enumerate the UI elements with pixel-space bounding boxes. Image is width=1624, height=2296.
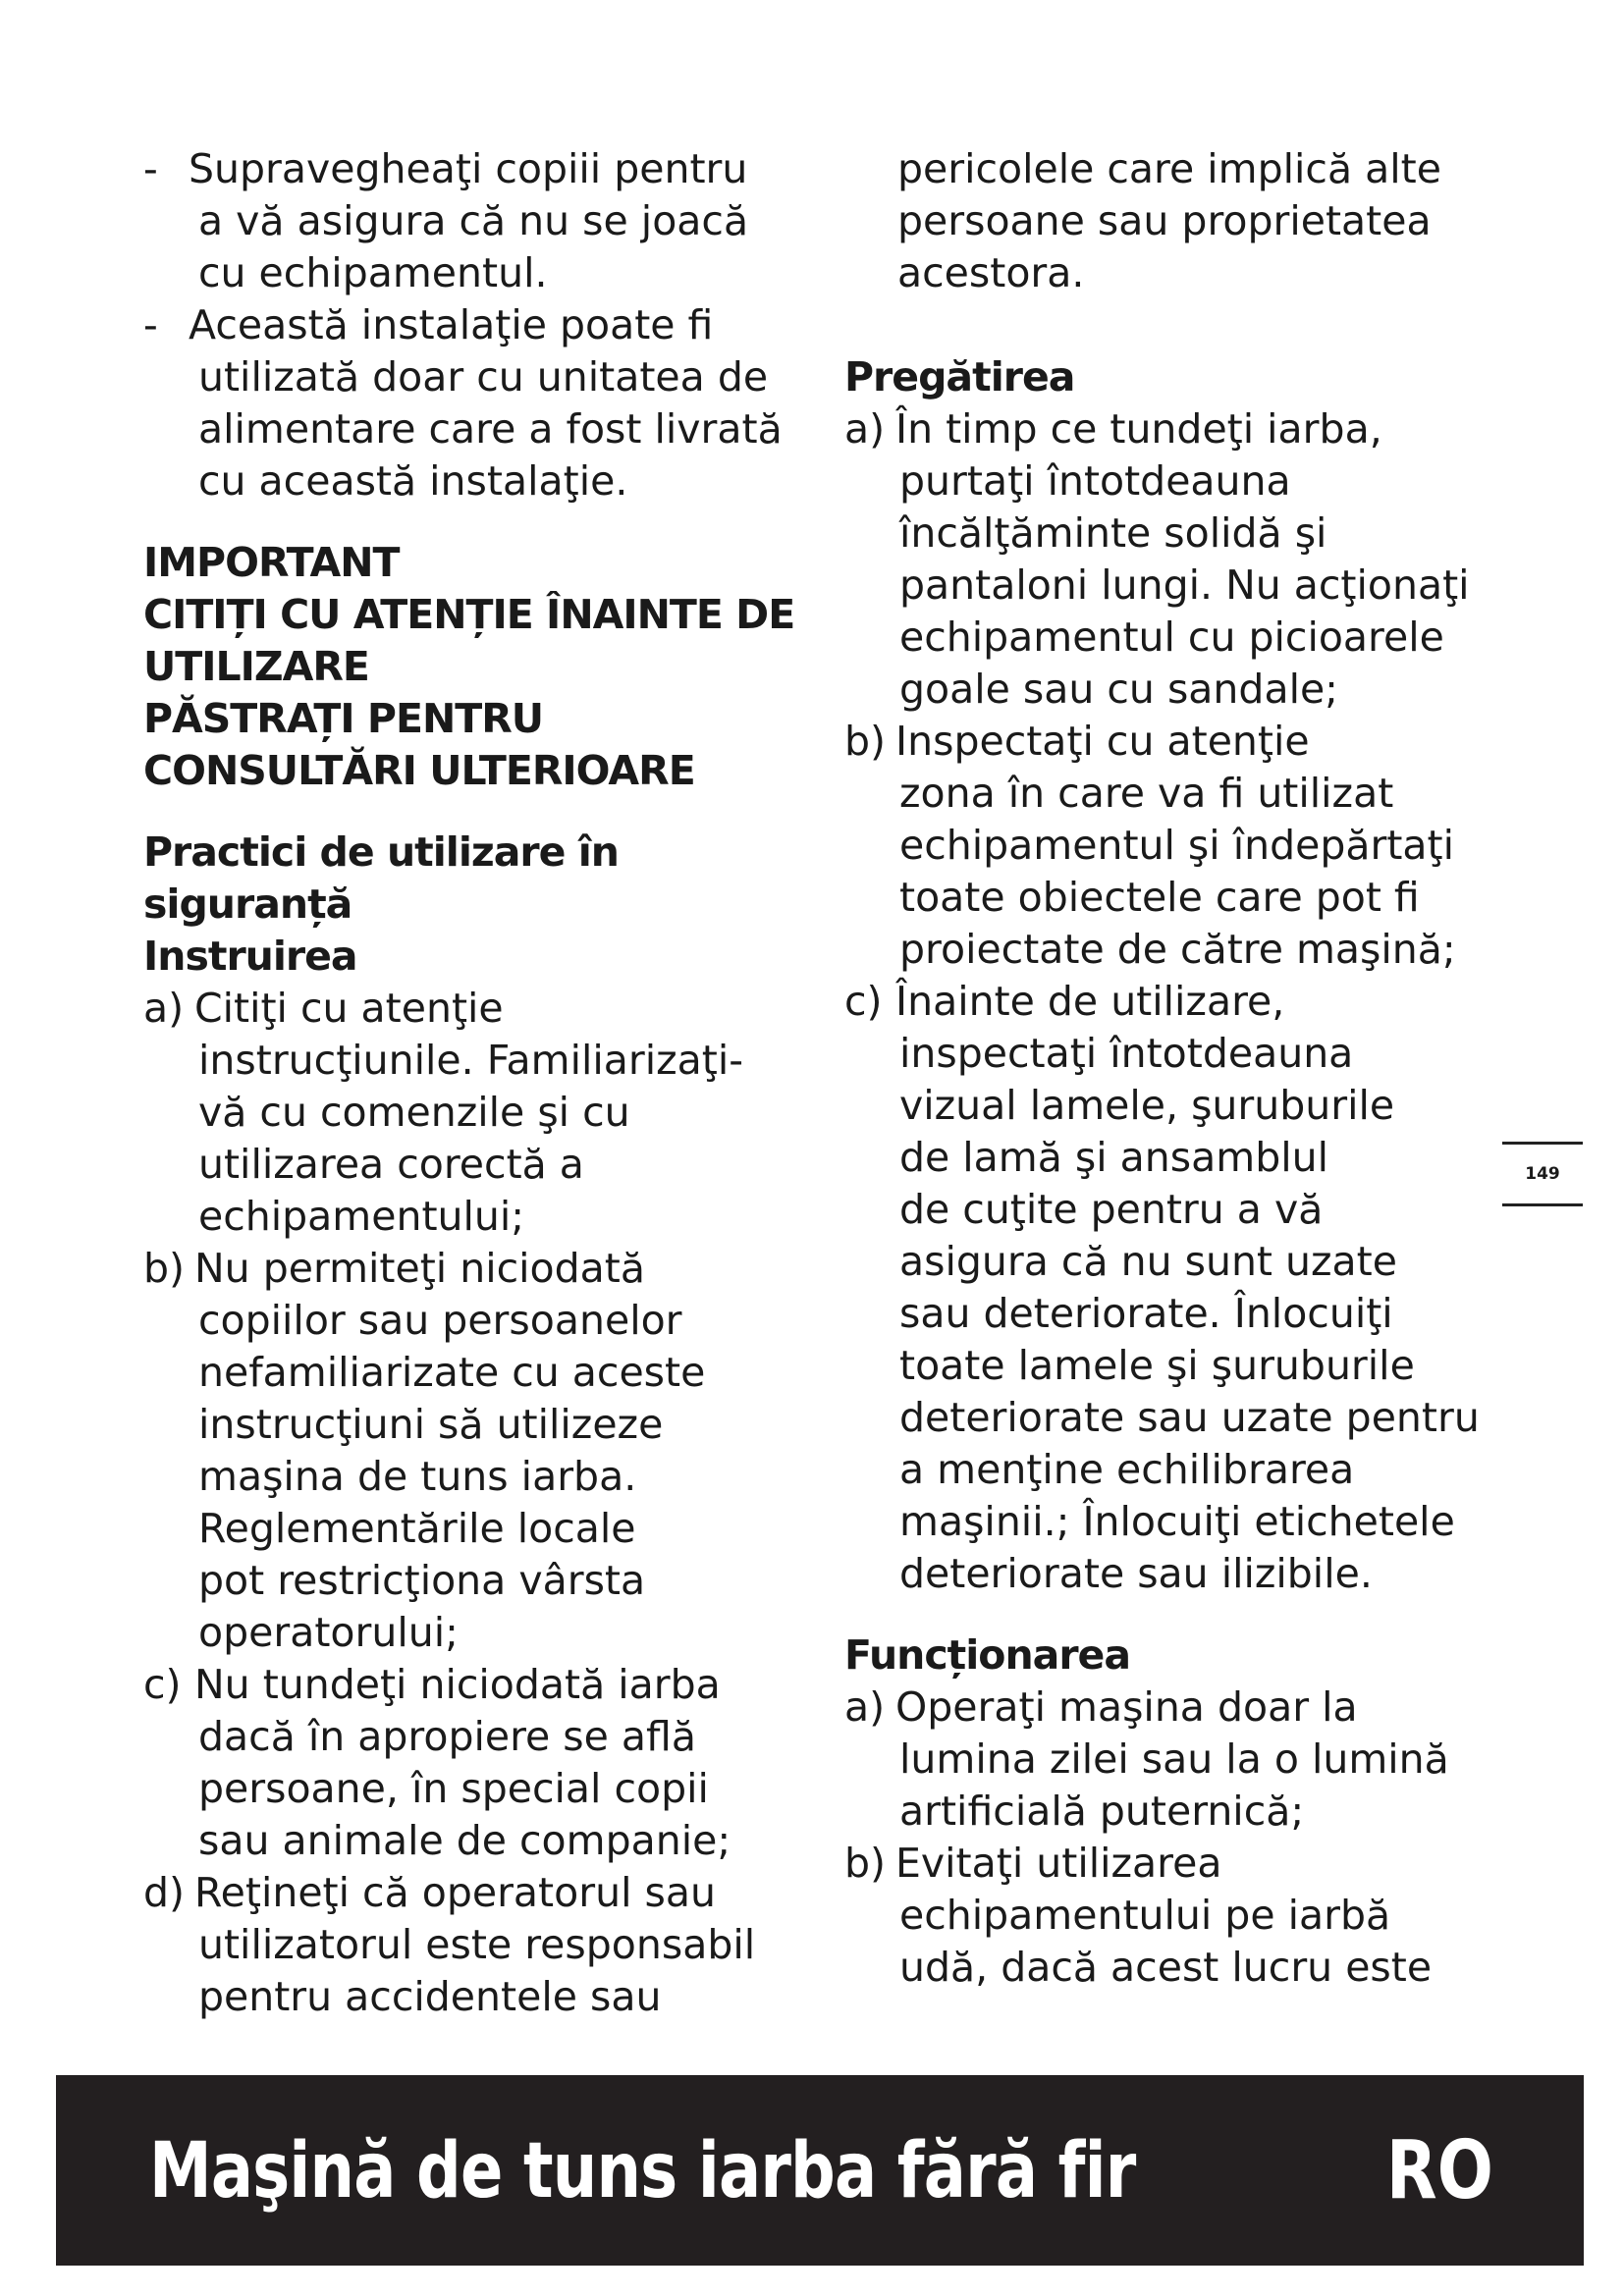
item-marker: a) [844, 1683, 886, 1731]
item-line: Înainte de utilizare, [895, 978, 1285, 1025]
bullet-marker: - [143, 301, 158, 348]
item-line: Reglementările locale [198, 1505, 636, 1552]
item-line: echipamentului pe iarbă [899, 1892, 1391, 1939]
item-line: dacă în apropiere se află [198, 1713, 696, 1760]
operation-item-a [844, 1682, 1512, 1838]
item-line: echipamentului; [198, 1193, 525, 1240]
item-line: instrucţiunile. Familiarizaţi- [198, 1037, 744, 1084]
item-line: copiilor sau persoanelor [198, 1297, 682, 1344]
item-line: persoane, în special copii [198, 1765, 709, 1812]
item-line: inspectaţi întotdeauna [899, 1030, 1354, 1077]
instruction-item-c [143, 1659, 801, 1867]
preparation-heading: Pregătirea [844, 353, 1075, 400]
item-line: Nu permiteţi niciodată [194, 1245, 645, 1292]
item-line: utilizatorul este responsabil [198, 1921, 756, 1968]
bullet-line: a vă asigura că nu se joacă [198, 197, 749, 244]
item-marker: d) [143, 1869, 186, 1916]
item-marker: b) [143, 1245, 186, 1292]
continuation-line: persoane sau proprietatea [897, 197, 1432, 244]
left-column [143, 143, 801, 2023]
item-line: toate obiectele care pot fi [899, 874, 1420, 921]
item-line: pantaloni lungi. Nu acţionaţi [899, 561, 1470, 609]
bullet-line: Această instalaţie poate fi [189, 301, 714, 348]
heading-line: Practici de utilizare în [143, 828, 619, 876]
item-line: de cuţite pentru a vă [899, 1186, 1324, 1233]
item-line: de lamă şi ansamblul [899, 1134, 1329, 1181]
footer-bar [56, 2075, 1584, 2266]
item-line: vizual lamele, şuruburile [899, 1082, 1395, 1129]
item-line: Operaţi maşina doar la [895, 1683, 1358, 1731]
item-line: încălţăminte solidă şi [899, 509, 1327, 557]
item-line: toate lamele şi şuruburile [899, 1342, 1415, 1389]
item-line: nefamiliarizate cu aceste [198, 1349, 706, 1396]
item-line: a menţine echilibrarea [899, 1446, 1355, 1493]
instruction-heading: Instruirea [143, 933, 357, 980]
item-line: Inspectaţi cu atenţie [895, 718, 1310, 765]
item-line: Nu tundeţi niciodată iarba [194, 1661, 721, 1708]
item-line: udă, dacă acest lucru este [899, 1944, 1433, 1991]
item-line: asigura că nu sunt uzate [899, 1238, 1397, 1285]
instruction-item-b [143, 1243, 801, 1659]
preparation-item-c [844, 976, 1512, 1600]
bullet-line: Supravegheaţi copiii pentru [189, 145, 748, 192]
item-line: zona în care va fi utilizat [899, 770, 1394, 817]
item-marker: a) [844, 405, 886, 453]
item-line: pentru accidentele sau [198, 1973, 662, 2020]
item-line: Reţineţi că operatorul sau [194, 1869, 716, 1916]
important-line: UTILIZARE [143, 643, 369, 690]
item-line: Citiţi cu atenţie [194, 985, 504, 1032]
bullet-line: cu echipamentul. [198, 249, 548, 296]
item-marker: b) [844, 1840, 887, 1887]
preparation-item-b [844, 716, 1512, 976]
bullet-line: alimentare care a fost livrată [198, 405, 783, 453]
item-line: deteriorate sau uzate pentru [899, 1394, 1480, 1441]
item-marker: b) [844, 718, 887, 765]
item-line: goale sau cu sandale; [899, 666, 1338, 713]
item-marker: a) [143, 985, 185, 1032]
item-marker: c) [143, 1661, 182, 1708]
item-line: artificială puternică; [899, 1788, 1305, 1835]
item-line: lumina zilei sau la o lumină [899, 1735, 1449, 1783]
item-line: vă cu comenzile şi cu [198, 1089, 630, 1136]
instruction-item-d [143, 1867, 801, 2023]
item-line: Evitaţi utilizarea [895, 1840, 1222, 1887]
item-line: proiectate de către maşină; [899, 926, 1456, 973]
item-line: operatorului; [198, 1609, 459, 1656]
important-line: CITIȚI CU ATENȚIE ÎNAINTE DE [143, 591, 795, 638]
bullet-supervise-children [143, 143, 801, 299]
important-notice [143, 537, 801, 797]
item-line: utilizarea corectă a [198, 1141, 584, 1188]
continuation-line: acestora. [897, 249, 1085, 296]
item-line: sau deteriorate. Înlocuiţi [899, 1290, 1393, 1337]
item-line: În timp ce tundeţi iarba, [895, 405, 1382, 453]
item-line: echipamentul cu picioarele [899, 614, 1444, 661]
bullet-line: cu această instalaţie. [198, 457, 628, 505]
item-line: purtaţi întotdeauna [899, 457, 1291, 505]
operation-item-b [844, 1838, 1512, 1994]
important-line: PĂSTRAȚI PENTRU [143, 695, 544, 742]
instruction-item-a [143, 983, 801, 1243]
important-line: CONSULTĂRI ULTERIOARE [143, 747, 695, 794]
item-line: instrucţiuni să utilizeze [198, 1401, 664, 1448]
heading-line: siguranță [143, 881, 352, 928]
footer-title: Maşină de tuns iarba fără fir [149, 2127, 1136, 2216]
item-line: sau animale de companie; [198, 1817, 731, 1864]
item-line: echipamentul şi îndepărtaţi [899, 822, 1455, 869]
right-column [844, 143, 1512, 1994]
bullet-marker: - [143, 145, 158, 192]
operation-heading: Funcționarea [844, 1631, 1131, 1679]
item-line: deteriorate sau ilizibile. [899, 1550, 1373, 1597]
continuation-line: pericolele care implică alte [897, 145, 1441, 192]
preparation-item-a [844, 403, 1512, 716]
important-line: IMPORTANT [143, 539, 400, 586]
item-line: pot restricţiona vârsta [198, 1557, 646, 1604]
item-line: maşinii.; Înlocuiţi etichetele [899, 1498, 1455, 1545]
safe-practices-heading [143, 827, 801, 931]
language-code: RO [1386, 2124, 1493, 2217]
bullet-line: utilizată doar cu unitatea de [198, 353, 769, 400]
item-line: maşina de tuns iarba. [198, 1453, 637, 1500]
item-marker: c) [844, 978, 883, 1025]
bullet-power-unit [143, 299, 801, 507]
page-number: 149 [1502, 1142, 1583, 1206]
